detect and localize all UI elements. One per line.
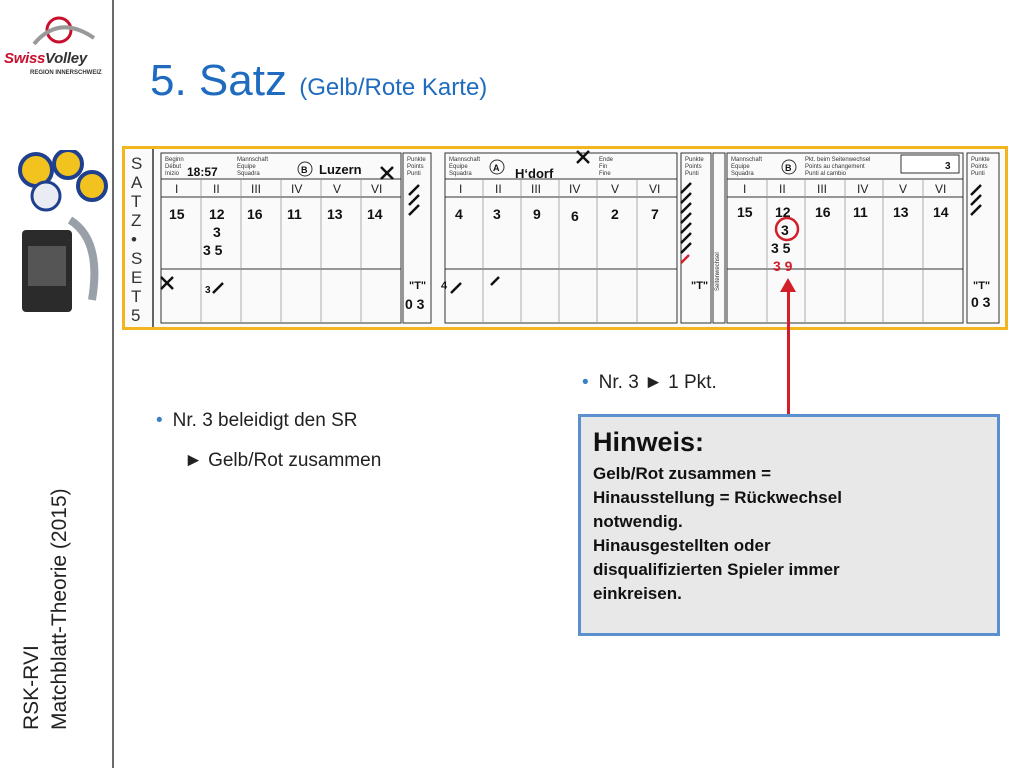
start-time: 18:57 — [187, 165, 218, 179]
label-end-b: Fin — [599, 164, 608, 170]
mid-pos-6: VI — [649, 182, 661, 196]
left-note: 3 — [205, 285, 211, 296]
label-change-a: Pkt. beim Seitenwechsel — [805, 157, 871, 163]
left-pos-5: V — [333, 182, 342, 196]
mid-lineup-1: 4 — [455, 206, 463, 222]
label-end-c: Fine — [599, 171, 611, 177]
left-lineup-5: 13 — [327, 206, 343, 222]
logo-region: REGION INNERSCHWEIZ — [30, 70, 102, 76]
left-pos-1: I — [175, 182, 179, 196]
right-lineup-4: 11 — [853, 204, 868, 220]
hint-line: Hinausgestellten oder — [593, 536, 771, 555]
team-right-letter: B — [785, 163, 792, 173]
label-inizio: Inizio — [165, 171, 180, 177]
label-points-b: Points — [407, 164, 424, 170]
hint-line: Hinausstellung = Rückwechsel — [593, 488, 842, 507]
mid-lineup-6: 7 — [651, 206, 659, 222]
mid-lineup-2: 3 — [493, 206, 501, 222]
right-sub-red: 3 9 — [773, 258, 793, 274]
team-left-letter: B — [301, 165, 308, 175]
mid-pos-2: II — [495, 182, 502, 196]
right-change-box: 3 — [945, 161, 951, 172]
label-points-a: Punkte — [407, 157, 426, 163]
left-pos-4: IV — [291, 182, 303, 196]
left-lineup-1: 15 — [169, 206, 185, 222]
pointer-arrow — [787, 286, 790, 414]
mid-pos-4: IV — [569, 182, 581, 196]
set-letter: S — [131, 154, 143, 173]
label-team-right-b: Equipe — [731, 164, 750, 170]
bullet-dot-icon: • — [582, 372, 589, 393]
team-mid-letter: A — [493, 163, 500, 173]
set-letter: • — [131, 230, 137, 249]
left-sub-a: 3 — [213, 224, 221, 240]
label-points-mid-b: Points — [685, 164, 702, 170]
label-team-right-c: Squadra — [731, 171, 754, 177]
bullet-insult: • Nr. 3 beleidigt den SR — [156, 410, 358, 431]
hint-line: notwendig. — [593, 512, 683, 531]
bullet-dot-icon: • — [156, 410, 163, 431]
left-pos-2: II — [213, 182, 220, 196]
right-pos-5: V — [899, 182, 908, 196]
team-mid-name: H‘dorf — [515, 166, 554, 181]
title-main: 5. Satz — [150, 56, 287, 105]
label-beginn: Beginn — [165, 157, 184, 163]
set-letter: E — [131, 268, 143, 287]
bullet-insult-result: ► Gelb/Rot zusammen — [184, 450, 382, 471]
mid-lineup-3: 9 — [533, 206, 541, 222]
mid-pos-5: V — [611, 182, 620, 196]
right-lineup-1: 15 — [737, 204, 753, 220]
team-left-name: Luzern — [319, 162, 362, 177]
right-t-label: "T" — [691, 280, 709, 292]
logo-brand: SwissVolley — [4, 50, 87, 67]
left-pos-3: III — [251, 182, 262, 196]
set-letter: A — [131, 173, 143, 192]
right-pos-2: II — [779, 182, 786, 196]
left-pos-6: VI — [371, 182, 383, 196]
title-sub: (Gelb/Rote Karte) — [299, 74, 488, 101]
right-pos-6: VI — [935, 182, 947, 196]
page-title — [150, 56, 487, 106]
right-score: 0 3 — [971, 294, 991, 310]
left-lineup-6: 14 — [367, 206, 383, 222]
set-letter: Z — [131, 211, 142, 230]
left-lineup-3: 16 — [247, 206, 263, 222]
label-points-right-a: Punkte — [971, 157, 990, 163]
label-change-c: Punti al cambio — [805, 171, 847, 177]
left-lineup-4: 11 — [287, 206, 302, 222]
label-points-right-c: Punti — [971, 171, 985, 177]
set-letter: S — [131, 249, 143, 268]
left-score: 0 3 — [405, 296, 425, 312]
left-lineup-2: 12 — [209, 206, 225, 222]
hint-line: einkreisen. — [593, 584, 682, 603]
set-letter: 5 — [131, 306, 141, 325]
logo-swirl-icon — [4, 14, 112, 54]
right-sub-a: 3 — [781, 222, 789, 238]
vertical-caption: RSK-RVI Matchblatt-Theorie (2015) — [20, 488, 71, 730]
label-team-mid-a: Mannschaft — [449, 157, 481, 163]
right-pos-4: IV — [857, 182, 869, 196]
mid-note: 4 — [441, 280, 448, 292]
hint-line: disqualifizierten Spieler immer — [593, 560, 840, 579]
set-letter: T — [131, 192, 142, 211]
label-debut: Début — [165, 164, 182, 170]
left-sub-b: 3 5 — [203, 242, 223, 258]
label-points-right-b: Points — [971, 164, 988, 170]
label-team-c: Squadra — [237, 171, 260, 177]
label-team-mid-c: Squadra — [449, 171, 472, 177]
mid-pos-1: I — [459, 182, 463, 196]
mid-lineup-4: 6 — [571, 208, 579, 224]
mid-pos-3: III — [531, 182, 542, 196]
mid-lineup-5: 2 — [611, 206, 619, 222]
hint-heading: Hinweis: — [593, 427, 705, 457]
label-team-right-a: Mannschaft — [731, 157, 763, 163]
right-lineup-3: 16 — [815, 204, 831, 220]
scoresheet-grid — [125, 149, 1005, 327]
right-lineup-2: 12 — [775, 204, 791, 220]
label-end-a: Ende — [599, 157, 614, 163]
label-points-c: Punti — [407, 171, 421, 177]
trophy-image-icon — [12, 150, 108, 320]
label-team-mid-b: Equipe — [449, 164, 468, 170]
mid-t-label: "T" — [409, 280, 427, 292]
right-pos-3: III — [817, 182, 828, 196]
label-change-b: Points au changement — [805, 164, 865, 170]
scoresheet — [122, 146, 1008, 330]
sidebar — [0, 0, 114, 768]
right-lineup-6: 14 — [933, 204, 949, 220]
right-pos-1: I — [743, 182, 747, 196]
hint-line: Gelb/Rot zusammen = — [593, 464, 772, 483]
label-points-mid-c: Punti — [685, 171, 699, 177]
bullet-point-penalty: • Nr. 3 ► 1 Pkt. — [582, 372, 717, 393]
swissvolley-logo — [4, 14, 112, 80]
right-t-label-2: "T" — [973, 280, 991, 292]
label-points-mid-a: Punkte — [685, 157, 704, 163]
right-lineup-5: 13 — [893, 204, 909, 220]
label-team-a: Mannschaft — [237, 157, 269, 163]
right-sub-b: 3 5 — [771, 240, 791, 256]
set-letter: T — [131, 287, 142, 306]
svg-text:Seitenwechsel: Seitenwechsel — [715, 252, 721, 291]
hint-box — [578, 414, 1000, 636]
label-team-b: Equipe — [237, 164, 256, 170]
